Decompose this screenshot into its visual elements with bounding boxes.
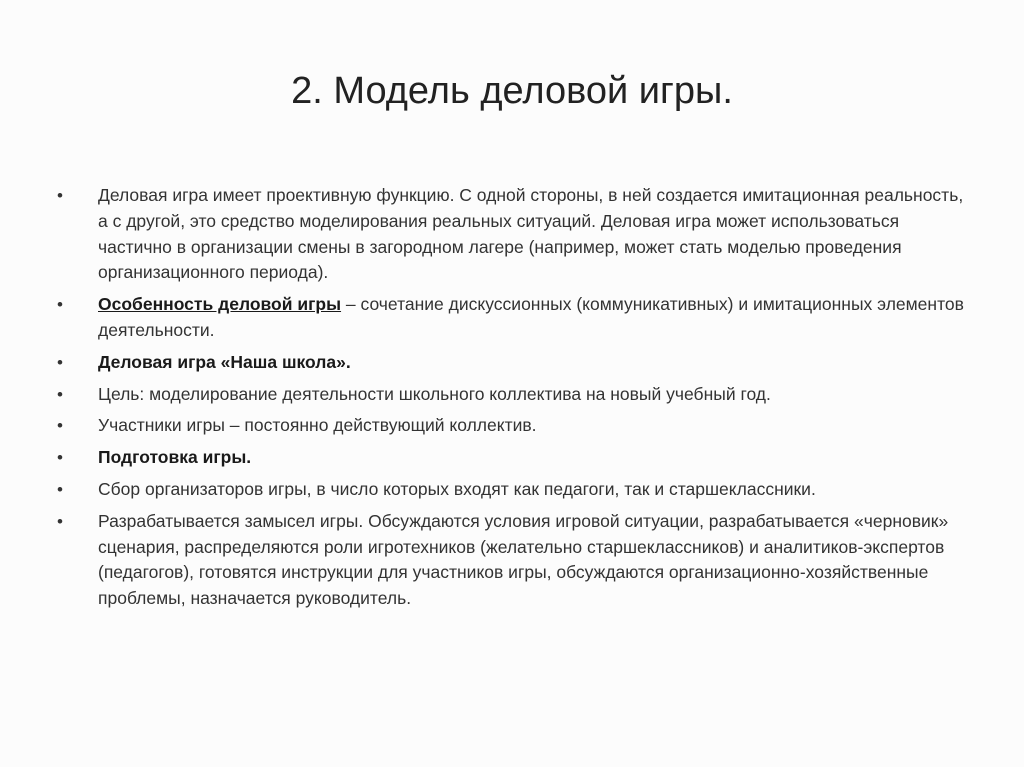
list-item-text: – сочетание дискуссионных (коммуникативных) и имитационных элементов деятельности. [98, 294, 964, 340]
list-item [57, 350, 977, 376]
slide-title: 2. Модель деловой игры. [291, 70, 733, 112]
list-item-text: Подготовка игры. [98, 447, 252, 468]
list-item-text: Сбор организаторов игры, в число которых входят как педагоги, так и старшеклассники. [98, 478, 816, 499]
list-item [57, 382, 977, 408]
bullet-icon: • [57, 511, 63, 531]
bullet-list [57, 183, 977, 618]
bullet-icon: • [57, 295, 63, 315]
list-item [57, 477, 977, 503]
bullet-icon: • [57, 186, 63, 205]
list-item-lead: Особенность деловой игры [98, 294, 342, 315]
list-item-text: Цель: моделирование деятельности школьного коллектива на новый учебный год. [98, 383, 771, 404]
list-item [57, 413, 977, 439]
list-item [57, 509, 977, 612]
bullet-icon: • [57, 448, 63, 468]
bullet-icon: • [57, 479, 63, 499]
list-item [57, 183, 977, 286]
list-item-text: Деловая игра «Наша школа». [98, 351, 351, 372]
list-item [57, 292, 977, 344]
list-item-text: Участники игры – постоянно действующий коллектив. [98, 415, 537, 436]
bullet-icon: • [57, 384, 63, 404]
list-item [57, 445, 977, 471]
bullet-icon: • [57, 352, 63, 372]
bullet-icon: • [57, 416, 63, 436]
list-item-text: Разрабатывается замысел игры. Обсуждаются условия игровой ситуации, разрабатывается «черновик» сценария, распределяются роли игротехников (желательно старшеклассников) и аналитиков-экспертов (педагогов), готовятся инструкции для участников игры, обсуждаются организационно-хозяйственные проблемы, назначается руководитель. [98, 510, 949, 609]
list-item-text: Деловая игра имеет проективную функцию. С одной стороны, в ней создается имитационная реальность, а с другой, это средство моделирования реальных ситуаций. Деловая игра может использоваться частично в организации смены в загородном лагере (например, может стать моделью проведения организационного периода). [98, 185, 964, 283]
